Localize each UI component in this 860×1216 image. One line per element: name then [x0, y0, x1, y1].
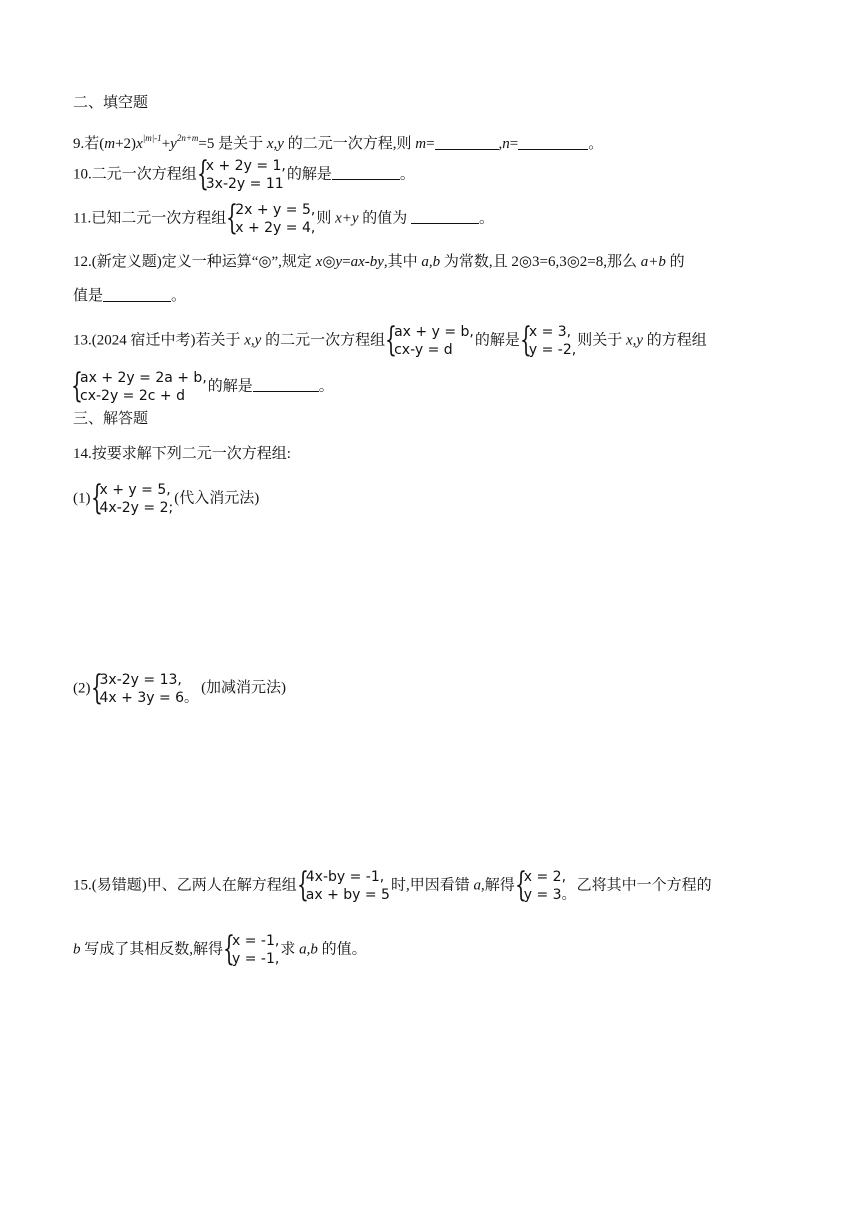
question-14-title: 14.按要求解下列二元一次方程组:: [73, 446, 291, 462]
question-11: 11.已知二元一次方程组 { 2x + y = 5, x + 2y = 4, 则 x+y 的值为 。: [73, 198, 495, 238]
answer-blank[interactable]: [253, 377, 319, 392]
answer-blank[interactable]: [332, 165, 400, 180]
question-13-line-1: 13.(2024 宿迁中考)若关于 x,y 的二元一次方程组 { ax + y = b, cx-y = d 的解是 { x = 3, y = -2, 则关于 x,y 的方程组: [73, 320, 707, 360]
answer-blank[interactable]: [411, 209, 479, 224]
solution-system: { x = 3, y = -2,: [519, 320, 577, 360]
question-9: 9.若$(m+2)x^{|m|-1}+y^{2n+m}=5$ 是关于 x,y 的二元一次方程,则 m= ,n= 。: [73, 133, 604, 152]
answer-blank-m[interactable]: [435, 135, 499, 150]
equation-system: { x + 2y = 1, 3x-2y = 11: [196, 154, 286, 194]
equation-system: { ax + y = b, cx-y = d: [385, 320, 474, 360]
section-heading-fill-blank: 二、填空题: [73, 95, 149, 111]
answer-blank[interactable]: [103, 287, 171, 302]
question-15-line-1: 15.(易错题)甲、乙两人在解方程组 { 4x-by = -1, ax + by = 5 时,甲因看错 a,解得 { x = 2, y = 3。 乙将其中一个方程的: [73, 865, 712, 905]
answer-blank-n[interactable]: [518, 135, 588, 150]
equation-system: { 4x-by = -1, ax + by = 5: [296, 865, 390, 905]
solution-system: { x = -1, y = -1,: [223, 929, 280, 969]
question-10: 10.二元一次方程组 { x + 2y = 1, 3x-2y = 11 的解是 。: [73, 154, 415, 194]
question-14-part-2: (2) { 3x-2y = 13, 4x + 3y = 6。 (加减消元法): [73, 668, 287, 708]
equation-system: { 2x + y = 5, x + 2y = 4,: [226, 198, 316, 238]
question-13-line-2: { ax + 2y = 2a + b, cx-2y = 2c + d 的解是 。: [71, 366, 334, 406]
question-14-part-1: (1) { x + y = 5, 4x-2y = 2; (代入消元法): [73, 478, 260, 518]
solution-system: { x = 2, y = 3。: [514, 865, 576, 905]
question-15-line-2: b 写成了其相反数,解得 { x = -1, y = -1, 求 a,b 的值。: [73, 929, 367, 969]
question-12-line-2: 值是 。: [73, 288, 187, 304]
section-heading-solve: 三、解答题: [73, 411, 149, 427]
question-12-line-1: 12.(新定义题)定义一种运算“◎”,规定 x◎y=ax-by,其中 a,b 为常数,且 2◎3=6,3◎2=8,那么 a+b 的: [73, 254, 685, 270]
equation-system: { x + y = 5, 4x-2y = 2;: [90, 478, 174, 518]
equation-system: { ax + 2y = 2a + b, cx-2y = 2c + d: [71, 366, 207, 406]
equation-system: { 3x-2y = 13, 4x + 3y = 6。: [90, 668, 199, 708]
